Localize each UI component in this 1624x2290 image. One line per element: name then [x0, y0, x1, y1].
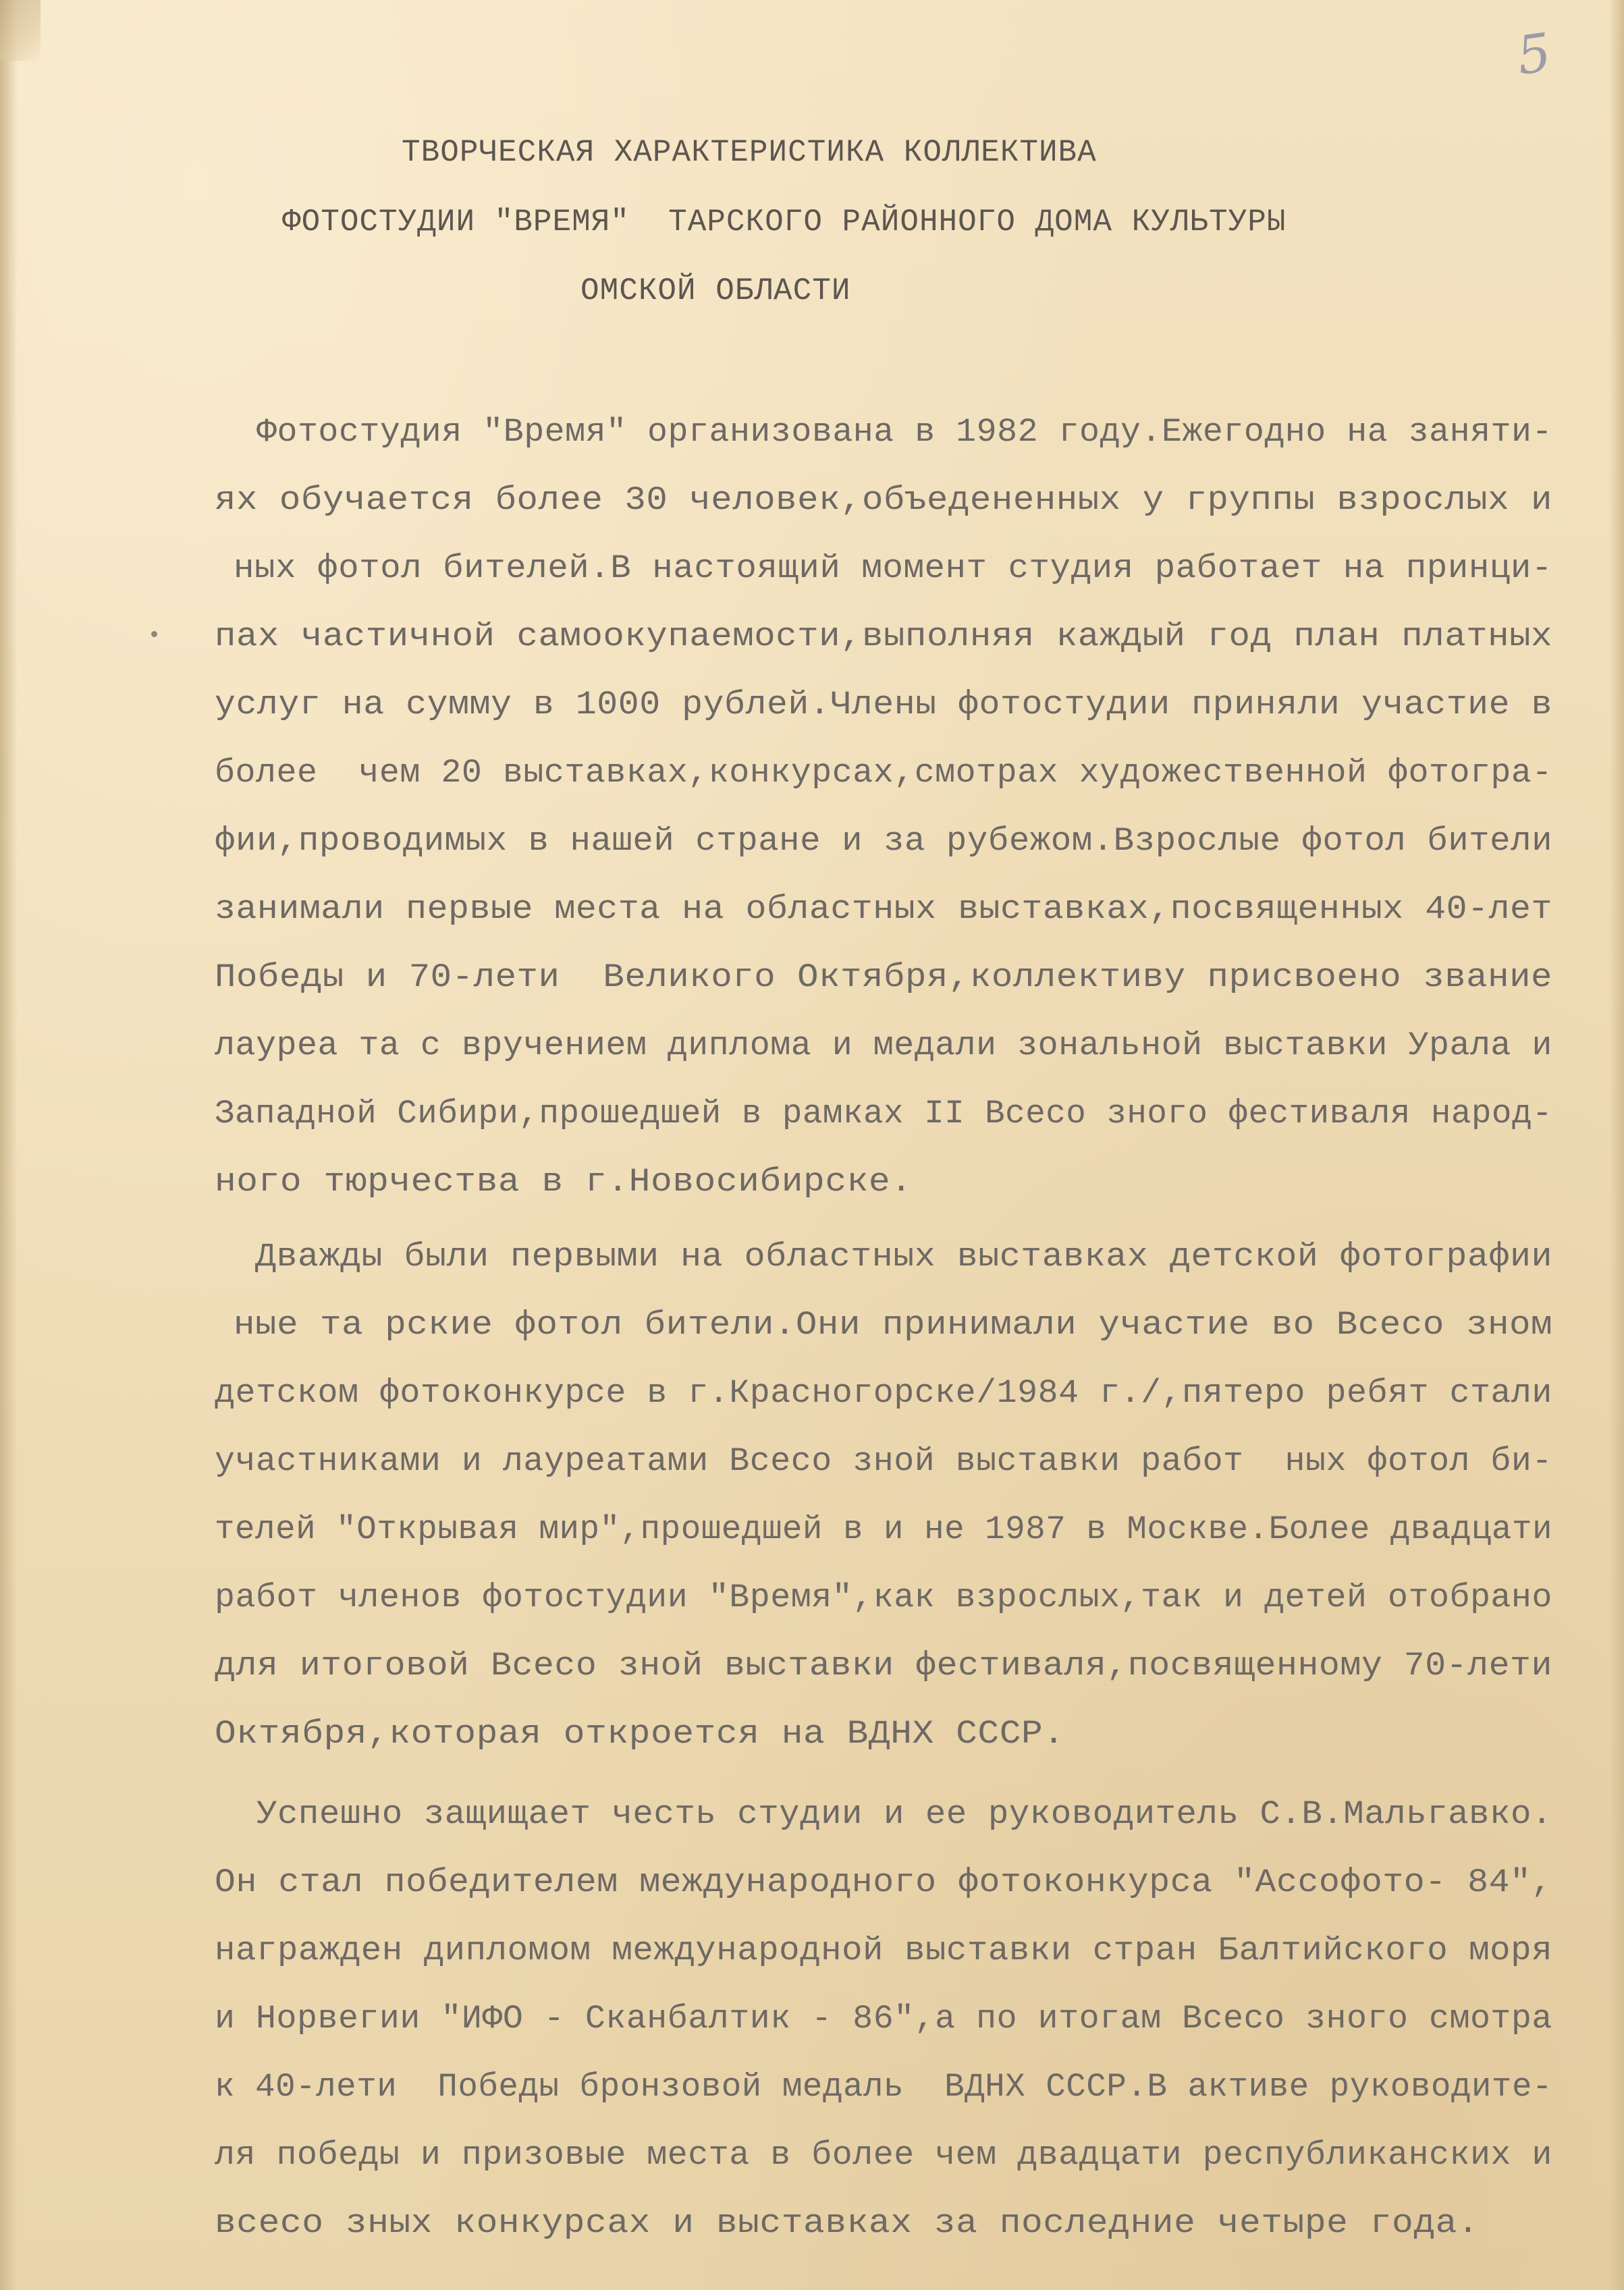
text-line: Фотостудия "Время" организована в 1982 году.Ежегодно на заняти- [256, 413, 1553, 451]
text-line: и Норвегии "ИФО - Сканбалтик - 86",а по итогам Всесо зного смотра [215, 2000, 1552, 2038]
text-line: телей "Открывая мир",прошедшей в и не 1987 в Москве.Более двадцати [215, 1510, 1553, 1548]
text-line: Октября,которая откроется на ВДНХ СССР. [215, 1715, 1065, 1753]
text-line: пах частичной самоокупаемости,выполняя каждый год план платных [215, 618, 1553, 655]
text-line: награжден дипломом международной выставки стран Балтийского моря [215, 1932, 1553, 1969]
title-line: ФОТОСТУДИИ "ВРЕМЯ" ТАРСКОГО РАЙОННОГО ДОМА КУЛЬТУРЫ [282, 205, 1287, 240]
page-number: 5 [1513, 22, 1555, 88]
text-line: Победы и 70-лети Великого Октября,коллективу присвоено звание [215, 958, 1553, 996]
text-line: лауреа та с вручением диплома и медали зональной выставки Урала и [215, 1027, 1552, 1064]
text-line: услуг на сумму в 1000 рублей.Члены фотостудии приняли участие в [215, 686, 1552, 724]
text-line: Западной Сибири,прошедшей в рамках II Всесо зного фестиваля народ- [215, 1095, 1553, 1133]
ink-dot [151, 631, 157, 637]
title-line: ТВОРЧЕСКАЯ ХАРАКТЕРИСТИКА КОЛЛЕКТИВА [402, 135, 1097, 170]
text-line: Он стал победителем международного фотоконкурса "Ассофото- 84", [215, 1863, 1552, 1901]
text-line: для итоговой Всесо зной выставки фестиваля,посвященному 70-лети [215, 1647, 1552, 1685]
text-line: к 40-лети Победы бронзовой медаль ВДНХ СССР.В активе руководите- [215, 2068, 1553, 2106]
text-line: работ членов фотостудии "Время",как взрослых,так и детей отобрано [215, 1579, 1552, 1616]
text-line: ях обучается более 30 человек,объедененных у группы взрослых и [215, 481, 1553, 519]
text-line: фии,проводимых в нашей стране и за рубежом.Взрослые фотол бители [215, 822, 1553, 860]
text-line: детском фотоконкурсе в г.Красногорске/1984 г./,пятеро ребят стали [215, 1374, 1552, 1412]
text-line: более чем 20 выставках,конкурсах,смотрах художественной фотогра- [215, 754, 1552, 792]
text-line: ные та рские фотол бители.Они принимали участие во Всесо зном [234, 1306, 1553, 1344]
text-line: Успешно защищает честь студии и ее руководитель С.В.Мальгавко. [256, 1795, 1552, 1833]
corner-wear [0, 0, 40, 61]
text-line: ного тюрчества в г.Новосибирске. [215, 1163, 913, 1201]
text-line: занимали первые места на областных выставках,посвященных 40-лет [215, 890, 1552, 928]
page-edge-right [1609, 0, 1624, 2290]
text-line: ля победы и призовые места в более чем двадцати республиканских и [215, 2136, 1552, 2174]
text-line: ных фотол бителей.В настоящий момент студия работает на принци- [234, 549, 1552, 587]
text-line: Дважды были первыми на областных выставках детской фотографии [255, 1238, 1552, 1276]
text-line: всесо зных конкурсах и выставках за последние четыре года. [215, 2204, 1480, 2242]
page-edge-left [0, 0, 18, 2290]
title-line: ОМСКОЙ ОБЛАСТИ [580, 273, 851, 308]
text-line: участниками и лауреатами Всесо зной выставки работ ных фотол би- [215, 1442, 1552, 1480]
